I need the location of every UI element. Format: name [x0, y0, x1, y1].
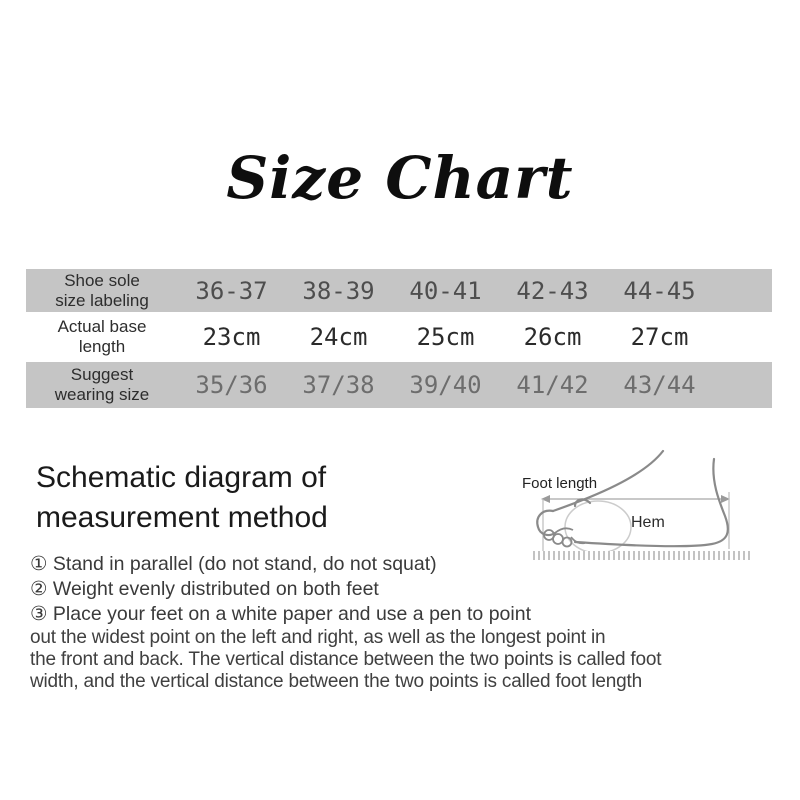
size-table	[26, 269, 772, 408]
row-label	[26, 365, 178, 405]
table-row-actual-base-length	[26, 312, 772, 362]
table-cell: 42-43	[516, 276, 589, 305]
table-row-suggest-wearing-size	[26, 362, 772, 408]
table-cell: 36-37	[195, 276, 268, 305]
row-label-line1: Actual base	[57, 317, 147, 336]
table-cell: 40-41	[409, 276, 482, 305]
row-label-line2: wearing size	[54, 385, 150, 404]
section-heading-line2: measurement method	[36, 501, 328, 534]
instruction-line: the front and back. The vertical distance between the two points is called foot	[30, 649, 662, 670]
table-cell: 26cm	[523, 323, 582, 351]
section-heading	[36, 458, 328, 538]
table-cell: 25cm	[416, 323, 475, 351]
page-title: Size Chart	[226, 144, 574, 212]
table-cell: 27cm	[630, 323, 689, 351]
table-cell: 24cm	[309, 323, 368, 351]
foot-length-label: Foot length	[522, 475, 598, 492]
foot-length-arrow	[541, 495, 730, 503]
instructions	[30, 552, 780, 693]
table-cell: 37/38	[302, 371, 375, 399]
foot-measurement-diagram	[505, 443, 773, 565]
toes	[544, 528, 585, 546]
row-label	[26, 317, 178, 357]
row-label	[26, 271, 178, 311]
instruction-line: out the widest point on the left and right, as well as the longest point in	[30, 627, 606, 648]
instruction-line: ② Weight evenly distributed on both feet	[30, 578, 379, 600]
row-label-line2: size labeling	[55, 290, 149, 310]
row-label-line1: Shoe sole	[64, 270, 140, 290]
table-cell: 35/36	[195, 371, 268, 399]
table-cell: 43/44	[623, 371, 696, 399]
section-heading-line1: Schematic diagram of	[36, 461, 327, 494]
row-label-line1: Suggest	[70, 365, 134, 384]
row-label-line2: length	[78, 337, 126, 356]
table-cell: 44-45	[623, 276, 696, 305]
table-cell: 41/42	[516, 371, 589, 399]
instruction-line: ① Stand in parallel (do not stand, do not squat)	[30, 553, 437, 575]
hem-label: Hem	[631, 514, 665, 531]
table-cell: 39/40	[409, 371, 482, 399]
table-cell: 38-39	[302, 276, 375, 305]
instruction-line: width, and the vertical distance between the two points is called foot length	[30, 671, 642, 692]
table-row-shoe-sole-size-labeling	[26, 269, 772, 312]
table-cell: 23cm	[202, 323, 261, 351]
instruction-line: ③ Place your feet on a white paper and use a pen to point	[30, 603, 531, 625]
